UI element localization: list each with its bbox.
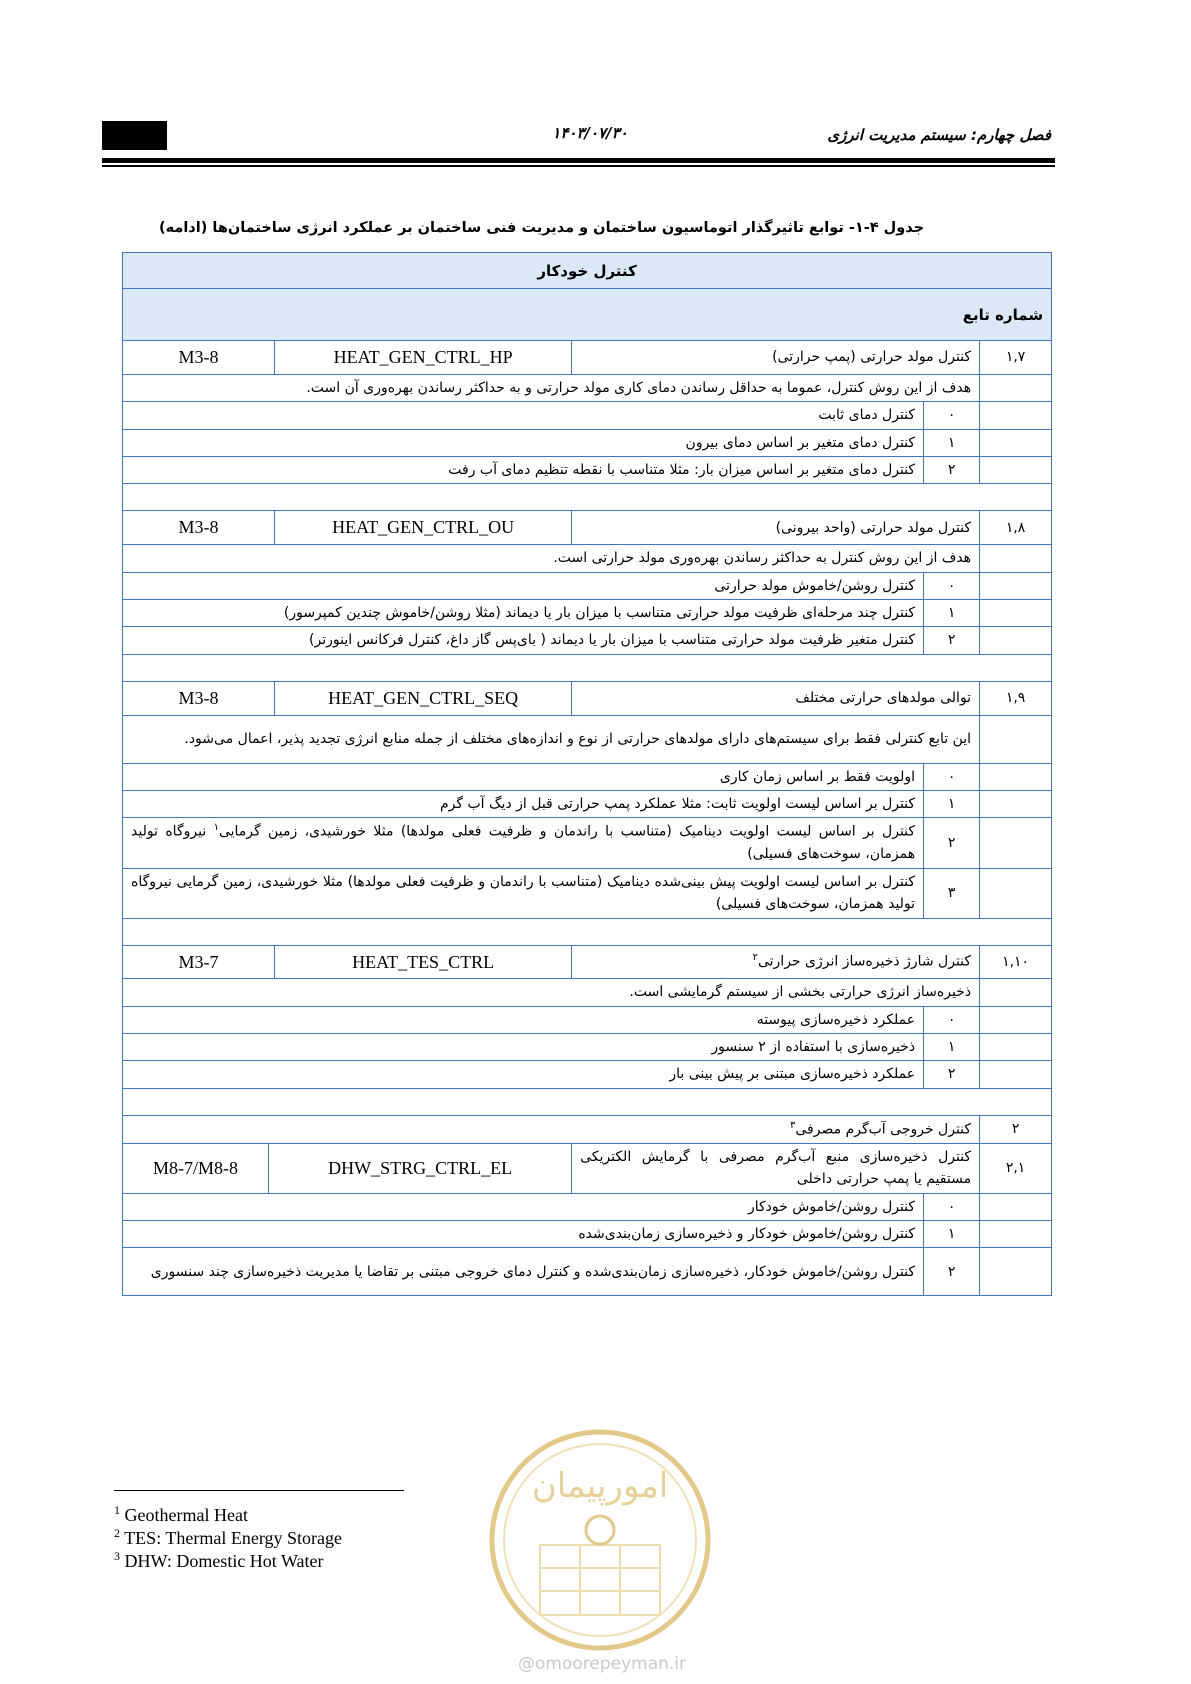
level-text: ذخیره‌سازی با استفاده از ۲ سنسور	[123, 1034, 924, 1061]
level-number: ۲	[924, 818, 980, 868]
table-row	[123, 402, 1052, 429]
function-number: ۱,۷	[980, 341, 1052, 375]
level-number: ۱	[924, 790, 980, 817]
footnote-item: $^3$ DHW: Domestic Hot Water	[114, 1549, 324, 1571]
spacer-row	[123, 654, 1052, 681]
level-text: کنترل روشن/خاموش خودکار و ذخیره‌سازی زمان‌بندی‌شده	[123, 1221, 924, 1248]
spacer-row	[123, 918, 1052, 945]
function-ref: M3-8	[123, 341, 275, 375]
table-row	[123, 627, 1052, 654]
level-number: ۱	[924, 429, 980, 456]
column-header: شماره تابع	[123, 289, 1052, 341]
spacer-row	[123, 484, 1052, 511]
function-description: هدف از این روش کنترل، عموما به حداقل رساندن دمای کاری مولد حرارتی و به حداکثر رساندن بهره‌وری آن است.	[123, 374, 980, 401]
table-row	[123, 429, 1052, 456]
table-title: کنترل خودکار	[123, 253, 1052, 289]
function-name: کنترل شارژ ذخیره‌ساز انرژی حرارتی$^۲$	[572, 945, 980, 979]
level-text: کنترل دمای متغیر بر اساس میزان بار: مثلا متناسب با نقطه تنظیم دمای آب رفت	[123, 456, 924, 483]
function-number: ۱,۱۰	[980, 945, 1052, 979]
level-text: کنترل دمای متغیر بر اساس دمای بیرون	[123, 429, 924, 456]
header-rule-thin	[102, 165, 1055, 167]
level-number: ۰	[924, 402, 980, 429]
function-name: کنترل خروجی آب‌گرم مصرفی$^۳$	[123, 1115, 980, 1143]
table-row	[123, 456, 1052, 483]
header-black-box	[102, 121, 167, 150]
level-number: ۱	[924, 1221, 980, 1248]
table-row	[123, 1115, 1052, 1143]
level-text: کنترل بر اساس لیست اولویت دینامیک (متناسب با راندمان و ظرفیت فعلی مولدها) مثلا خورشیدی، زمین گرمایی$^۱$ نیروگاه تولید همزمان، سوخت‌های فسیلی)	[123, 818, 924, 868]
table-row	[123, 599, 1052, 626]
function-name: کنترل مولد حرارتی (واحد بیرونی)	[572, 511, 980, 545]
function-number: ۱,۹	[980, 681, 1052, 715]
level-number: ۱	[924, 1034, 980, 1061]
level-number: ۳	[924, 868, 980, 918]
level-text: کنترل بر اساس لیست اولویت ثابت: مثلا عملکرد پمپ حرارتی قبل از دیگ آب گرم	[123, 790, 924, 817]
table-row	[123, 341, 1052, 375]
function-description: هدف از این روش کنترل به حداکثر رساندن بهره‌وری مولد حرارتی است.	[123, 545, 980, 572]
table-row	[123, 1221, 1052, 1248]
level-number: ۰	[924, 572, 980, 599]
function-ref: M3-8	[123, 511, 275, 545]
table-caption: جدول ۴-۱- توابع تاثیرگذار اتوماسیون ساختمان و مدیریت فنی ساختمان بر عملکرد انرژی ساختمان‌ها (ادامه)	[158, 220, 925, 236]
function-number: ۲,۱	[980, 1143, 1052, 1193]
level-text: اولویت فقط بر اساس زمان کاری	[123, 763, 924, 790]
table-row	[123, 1061, 1052, 1088]
table-row	[123, 681, 1052, 715]
footnote-rule	[114, 1490, 404, 1491]
function-ref: M3-7	[123, 945, 275, 979]
footnote-item: $^1$ Geothermal Heat	[114, 1503, 248, 1525]
header-date: ۱۴۰۳/۰۷/۳۰	[552, 124, 628, 142]
level-text: کنترل دمای ثابت	[123, 402, 924, 429]
table-row	[123, 1143, 1052, 1193]
function-code: DHW_STRG_CTRL_EL	[269, 1143, 572, 1193]
footnote-ref: ۳	[790, 1119, 796, 1131]
footnote-item: $^2$ TES: Thermal Energy Storage	[114, 1526, 342, 1548]
table-row	[123, 511, 1052, 545]
table-row	[123, 1248, 1052, 1296]
function-code: HEAT_GEN_CTRL_OU	[275, 511, 572, 545]
level-text: عملکرد ذخیره‌سازی پیوسته	[123, 1006, 924, 1033]
table-row	[123, 545, 1052, 572]
watermark-logo-text: امورپیمان	[531, 1466, 669, 1506]
level-text: کنترل متغیر ظرفیت مولد حرارتی متناسب با میزان بار یا دیماند ( بای‌پس گاز داغ، کنترل فرکانس اینورتر)	[123, 627, 924, 654]
table-row	[123, 868, 1052, 918]
footnote-ref: ۱	[213, 822, 219, 834]
table-row	[123, 790, 1052, 817]
header-rule	[102, 158, 1055, 163]
level-number: ۲	[924, 627, 980, 654]
level-number: ۲	[924, 1248, 980, 1296]
table-row	[123, 1006, 1052, 1033]
function-number: ۱,۸	[980, 511, 1052, 545]
function-ref: M3-8	[123, 681, 275, 715]
level-text: عملکرد ذخیره‌سازی مبتنی بر پیش بینی بار	[123, 1061, 924, 1088]
table-row	[123, 572, 1052, 599]
function-code: HEAT_GEN_CTRL_SEQ	[275, 681, 572, 715]
level-number: ۲	[924, 456, 980, 483]
level-number: ۲	[924, 1061, 980, 1088]
table-row	[123, 1193, 1052, 1220]
function-name: توالی مولدهای حرارتی مختلف	[572, 681, 980, 715]
level-text: کنترل چند مرحله‌ای ظرفیت مولد حرارتی متناسب با میزان بار یا دیماند (مثلا روشن/خاموش چندین کمپرسور)	[123, 599, 924, 626]
watermark-text: @omoorepeyman.ir	[517, 1654, 687, 1674]
level-number: ۱	[924, 599, 980, 626]
table-row	[123, 374, 1052, 401]
function-name: کنترل ذخیره‌سازی منبع آب‌گرم مصرفی با گرمایش الکتریکی مستقیم یا پمپ حرارتی داخلی	[572, 1143, 980, 1193]
level-text: کنترل روشن/خاموش خودکار	[123, 1193, 924, 1220]
watermark-logo	[485, 1425, 715, 1655]
table-row	[123, 818, 1052, 868]
level-number: ۰	[924, 763, 980, 790]
table-row	[123, 1034, 1052, 1061]
table-row	[123, 979, 1052, 1006]
functions-table	[122, 252, 1052, 1296]
level-number: ۰	[924, 1006, 980, 1033]
table-row	[123, 945, 1052, 979]
table-row	[123, 763, 1052, 790]
function-name: کنترل مولد حرارتی (پمپ حرارتی)	[572, 341, 980, 375]
level-number: ۰	[924, 1193, 980, 1220]
level-text: کنترل روشن/خاموش مولد حرارتی	[123, 572, 924, 599]
header-chapter-title: فصل چهارم: سیستم مدیریت انرژی	[827, 126, 1051, 144]
function-code: HEAT_GEN_CTRL_HP	[275, 341, 572, 375]
function-description: این تابع کنترلی فقط برای سیستم‌های دارای مولدهای حرارتی از نوع و اندازه‌های مختلف از جمله منابع انرژی تجدید پذیر، اعمال می‌شود.	[123, 715, 980, 763]
footnote-ref: ۲	[752, 952, 758, 964]
function-description: ذخیره‌ساز انرژی حرارتی بخشی از سیستم گرمایشی است.	[123, 979, 980, 1006]
function-number: ۲	[980, 1115, 1052, 1143]
level-text: کنترل روشن/خاموش خودکار، ذخیره‌سازی زمان‌بندی‌شده و کنترل دمای خروجی مبتنی بر تقاضا یا مدیریت ذخیره‌سازی چند سنسوری	[123, 1248, 924, 1296]
level-text: کنترل بر اساس لیست اولویت پیش بینی‌شده دینامیک (متناسب با راندمان و ظرفیت فعلی مولدها) مثلا خورشیدی، زمین گرمایی نیروگاه تولید همزمان، سوخت‌های فسیلی)	[123, 868, 924, 918]
table-row	[123, 715, 1052, 763]
function-code: HEAT_TES_CTRL	[275, 945, 572, 979]
spacer-row	[123, 1088, 1052, 1115]
function-ref: M8-7/M8-8	[123, 1143, 269, 1193]
